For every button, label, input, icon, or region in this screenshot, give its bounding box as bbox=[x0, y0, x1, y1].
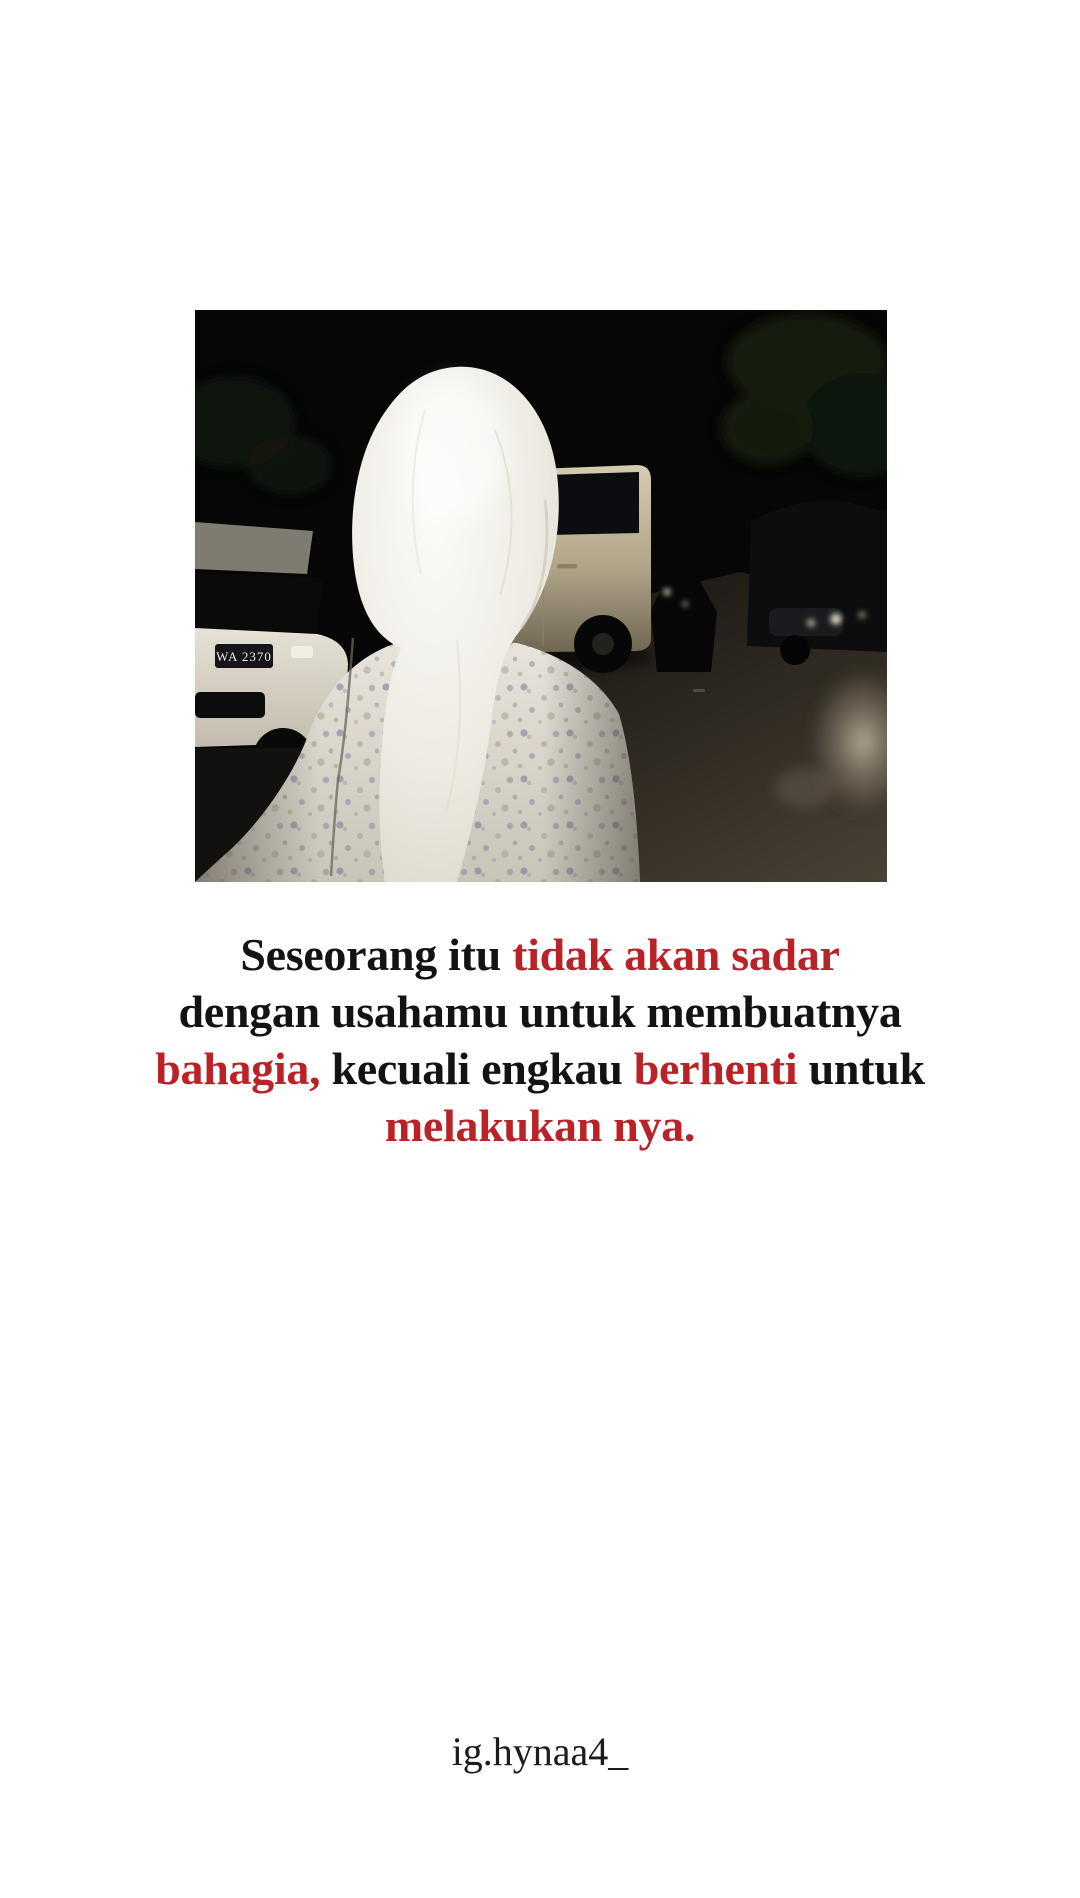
license-plate-text: WA 2370 bbox=[216, 649, 272, 664]
instagram-handle: ig.hynaa4_ bbox=[451, 1729, 629, 1774]
quote-segment: dengan usahamu untuk membuatnya bbox=[178, 986, 902, 1037]
quote-line bbox=[0, 1040, 1080, 1097]
white-car-grille bbox=[195, 692, 265, 718]
white-car-windshield bbox=[195, 572, 323, 633]
quote-line bbox=[0, 983, 1080, 1040]
quote-text bbox=[0, 926, 1080, 1154]
quote-line bbox=[0, 1097, 1080, 1154]
quote-segment: melakukan nya. bbox=[384, 1100, 696, 1151]
quote-segment: bahagia, bbox=[155, 1043, 321, 1094]
quote-line bbox=[0, 926, 1080, 983]
parked-dark-suv bbox=[747, 501, 887, 665]
quote-segment: kecuali engkau bbox=[320, 1043, 634, 1094]
white-car-roof bbox=[195, 522, 313, 574]
quote-segment: berhenti bbox=[633, 1043, 798, 1094]
quote-segment: untuk bbox=[797, 1043, 925, 1094]
minivan-rear-window bbox=[547, 472, 639, 535]
white-car-headlight bbox=[291, 646, 313, 658]
night-photo-graphic bbox=[195, 310, 887, 882]
photo bbox=[195, 310, 887, 882]
quote-segment: Seseorang itu bbox=[240, 929, 513, 980]
quote-segment: tidak akan sadar bbox=[512, 929, 840, 980]
lit-ground-blob bbox=[775, 768, 835, 808]
